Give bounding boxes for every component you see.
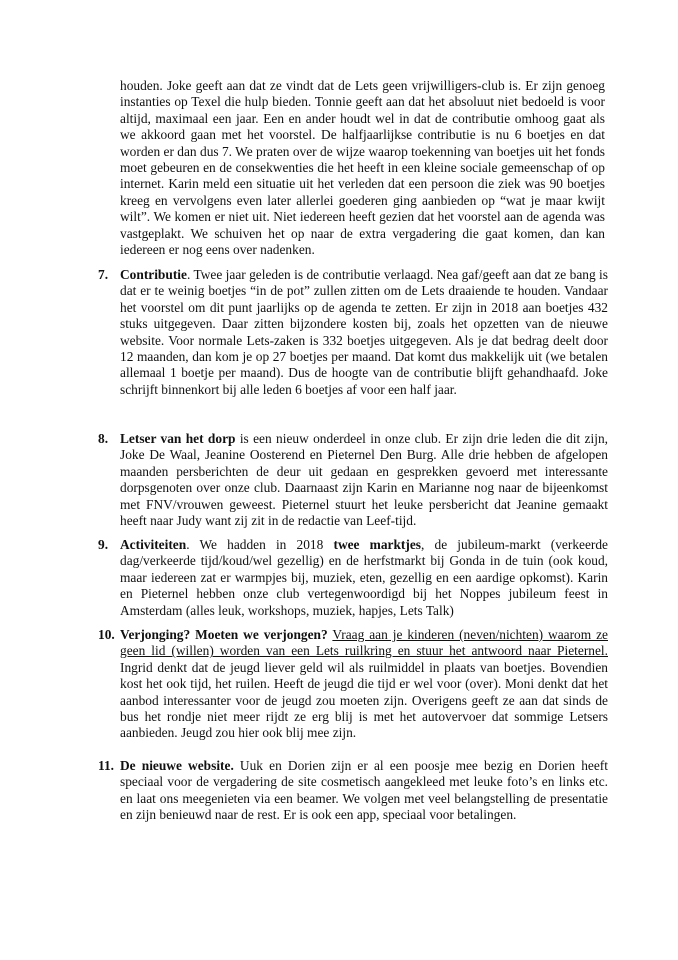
item-body: [120, 431, 608, 529]
item-number: 7.: [98, 267, 109, 282]
agenda-item-verjonging: [98, 627, 608, 742]
agenda-item-letser-van-het-dorp: [98, 431, 608, 529]
item-text: Uuk en Dorien zijn er al een poosje mee bezig en Dorien heeft speciaal voor de vergadering de site cosmetisch aangekleed met leuke foto’s en links etc. en laat ons meegenieten via een beamer. We volgen met veel belangstelling de presentatie en zijn benieuwd naar de rest. Er is ook een app, speciaal voor betalingen.: [120, 758, 608, 823]
item-title: De nieuwe website.: [120, 758, 234, 773]
item-title: Contributie: [120, 267, 187, 282]
item-number: 8.: [98, 431, 109, 446]
intro-text: houden. Joke geeft aan dat ze vindt dat de Lets geen vrijwilligers-club is. Er zijn genoeg instanties op Texel die hulp bieden. Tonnie geeft aan dat het absoluut niet bedoeld is voor altijd, maximaal een jaar. Een en ander houdt wel in dat de contributie omhoog gaat als we akkoord gaan met het voorstel. De halfjaarlijkse contributie is nu 6 boetjes en dat worden er dan dus 7. We praten over de wijze waarop toekenning van boetjes uit het fonds moet gebeuren en de consekwenties die het heeft in een kleine sociale gemeenschap of op internet. Karin meld een situatie uit het verleden dat een persoon die ziek was 90 boetjes kreeg en vervolgens even later allerlei goederen ging aanbieden op “wat je maar kwijt wilt”. We komen er niet uit. Niet iedereen heeft gezien dat het voorstel aan de agenda was vastgeplakt. We schuiven het op naar de extra vergadering die gaat komen, dan kan iedereen er nog eens over nadenken.: [120, 78, 605, 258]
item-body: [120, 537, 608, 619]
item-title: Activiteiten: [120, 537, 187, 552]
item-number: 9.: [98, 537, 109, 552]
item-number: 10.: [98, 627, 115, 642]
item-body: [120, 758, 608, 824]
item-body: [120, 627, 608, 742]
item-title: Letser van het dorp: [120, 431, 236, 446]
item-number: 11.: [98, 758, 114, 773]
agenda-item-nieuwe-website: [98, 758, 608, 824]
item-emphasis: twee marktjes: [333, 537, 421, 552]
item-text: is een nieuw onderdeel in onze club. Er zijn drie leden die dit zijn, Joke De Waal, Jeanine Oosterend en Pieternel Den Burg. Alle drie hebben de afgelopen maanden persberichten de deur uit gedaan en gesprekken gevoerd met interessante dorpsgenoten over onze club. Daarnaast zijn Karin en Marianne nog naar de bijeenkomst met FNV/vrouwen geweest. Pieternel stuurt het leuke persbericht dat Jeanine gemaakt heeft naar Judy want zij zit in de redactie van Leef-tijd.: [120, 431, 608, 529]
agenda-item-contributie: [98, 267, 608, 398]
item-text-part-a: . We hadden in 2018: [186, 537, 334, 552]
intro-paragraph: [120, 78, 605, 258]
item-text: Ingrid denkt dat de jeugd liever geld wil als ruilmiddel in plaats van boetjes. Bovendien kost het ook tijd, het ruilen. Heeft de jeugd die tijd er wel voor (over). Moni denkt dat het aanbod interessanter voor de jeugd zou moeten zijn. Overigens geeft ze aan dat sinds de bus het rondje niet meer rijdt ze erg blij is met het autovervoer dat sommige Letsers aanbieden. Jeugd zou hier ook blij mee zijn.: [120, 659, 608, 741]
item-title: Verjonging? Moeten we verjongen?: [120, 627, 328, 642]
item-text: . Twee jaar geleden is de contributie verlaagd. Nea gaf/geeft aan dat ze bang is dat er te weinig boetjes “in de pot” zullen zitten om de Lets draaiende te houden. Vandaar het voorstel om dit punt jaarlijks op de agenda te zetten. Er zijn in 2018 aan boetjes 432 stuks uitgegeven. Daar zitten bijzondere kosten bij, zoals het opzetten van de nieuwe website. Voor normale Lets-zaken is 332 boetjes uitgegeven. Als je dat bedrag deelt door 12 maanden, dan kom je op 27 boetjes per maand. Dat komt dus makkelijk uit (we betalen allemaal 1 boetje per maand). Dus de hoogte van de contributie blijft gehandhaafd. Joke schrijft binnenkort bij alle leden 6 boetjes af voor een half jaar.: [120, 267, 608, 397]
agenda-item-activiteiten: [98, 537, 608, 619]
item-body: [120, 267, 608, 398]
item-underlined-request: Vraag aan je kinderen (neven/nichten) waarom ze geen lid (willen) worden van een Lets ruilkring en stuur het antwoord naar Pieternel.: [120, 627, 608, 659]
item-text-part-b: , de jubileum-markt (verkeerde dag/verkeerde tijd/koud/wel gezellig) en de herfstmarkt bij Gonda in de tuin (ook koud, maar iedereen zat er warmpjes bij, muziek, eten, gezellig en een aardige opkomst). Karin en Pieternel hebben onze club vertegenwoordigd bij het Noppes jubileum feest in Amsterdam (alles leuk, workshops, muziek, hapjes, Lets Talk): [120, 537, 608, 618]
